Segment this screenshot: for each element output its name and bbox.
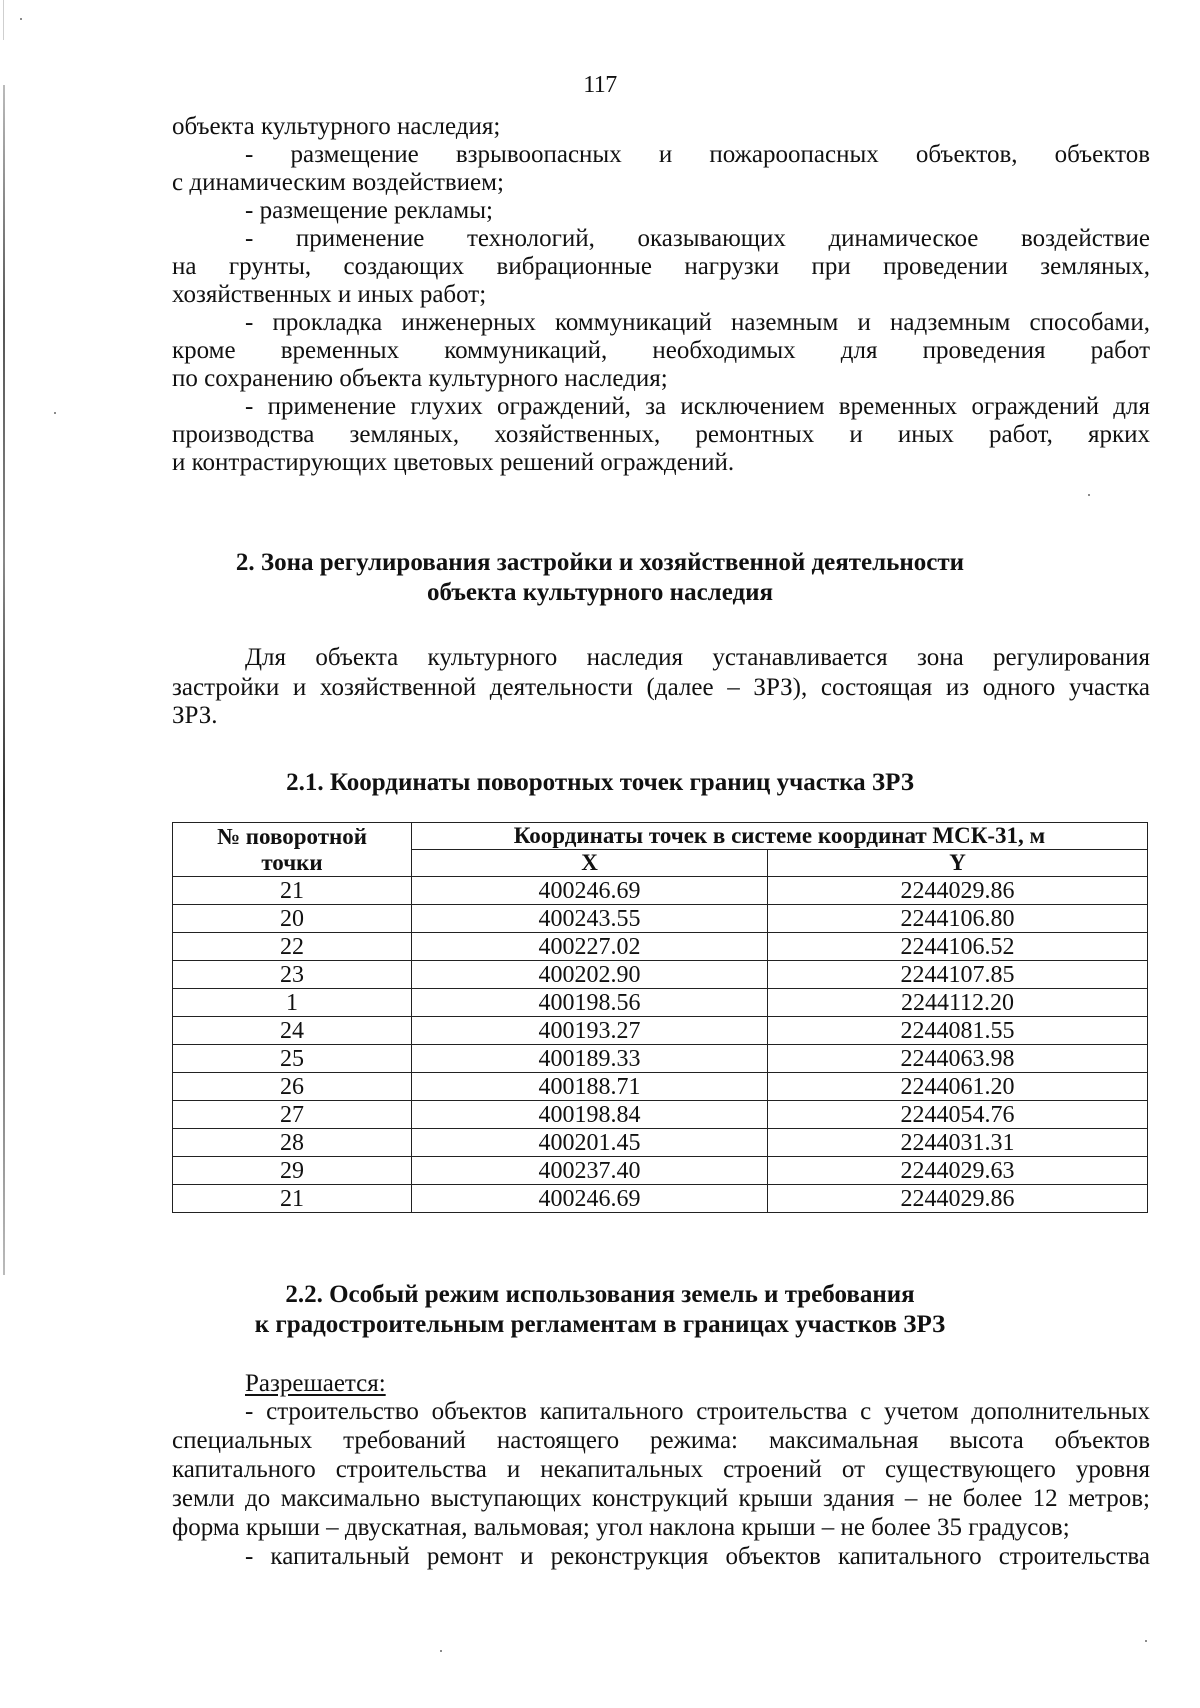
allowed-item-repair: - капитальный ремонт и реконструкция объектов капитального строительства: [245, 1543, 1150, 1570]
x-coordinate-cell: 400237.40: [412, 1157, 768, 1185]
scan-speck: [1088, 494, 1090, 496]
allowed-label-text: Разрешается:: [245, 1370, 386, 1397]
point-number-cell: 25: [173, 1045, 412, 1073]
table-row: [173, 989, 1148, 1017]
y-coordinate-cell: 2244081.55: [768, 1017, 1148, 1045]
text-line: ЗРЗ.: [172, 702, 218, 729]
y-coordinate-cell: 2244029.63: [768, 1157, 1148, 1185]
point-number-cell: 23: [173, 961, 412, 989]
text-line: на грунты, создающих вибрационные нагрузки при проведении земляных,: [172, 253, 1150, 280]
table-row: [173, 1157, 1148, 1185]
text-line: и контрастирующих цветовых решений ограждений.: [172, 449, 735, 476]
allowed-item-construction: - строительство объектов капитального строительства с учетом дополнительных: [245, 1398, 1150, 1425]
table-row: [173, 1045, 1148, 1073]
list-item-explosive: - размещение взрывоопасных и пожароопасных объектов, объектов: [245, 141, 1150, 168]
table-row: [173, 1185, 1148, 1213]
section-2-paragraph: Для объекта культурного наследия устанавливается зона регулирования: [245, 644, 1150, 671]
x-coordinate-cell: 400243.55: [412, 905, 768, 933]
y-coordinate-cell: 2244112.20: [768, 989, 1148, 1017]
x-coordinate-cell: 400198.56: [412, 989, 768, 1017]
text-line: объекта культурного наследия;: [172, 113, 501, 140]
x-coordinate-cell: 400189.33: [412, 1045, 768, 1073]
list-item-technologies: - применение технологий, оказывающих динамическое воздействие: [245, 225, 1150, 252]
x-coordinate-cell: 400202.90: [412, 961, 768, 989]
coordinates-header: Координаты точек в системе координат МСК-31, м: [412, 823, 1148, 850]
text-line: земли до максимально выступающих конструкций крыши здания – не более 12 метров;: [172, 1485, 1150, 1512]
point-number-cell: 26: [173, 1073, 412, 1101]
page-number: 117: [583, 72, 617, 98]
text-line: по сохранению объекта культурного наследия;: [172, 365, 668, 392]
point-number-cell: 28: [173, 1129, 412, 1157]
coordinates-table: [172, 822, 1148, 1213]
scan-speck: [1145, 1640, 1147, 1642]
text-line: специальных требований настоящего режима: максимальная высота объектов: [172, 1427, 1150, 1454]
x-coordinate-cell: 400227.02: [412, 933, 768, 961]
scan-speck: [20, 18, 22, 20]
text-line: форма крыши – двускатная, вальмовая; угол наклона крыши – не более 35 градусов;: [172, 1514, 1070, 1541]
y-coordinate-cell: 2244031.31: [768, 1129, 1148, 1157]
table-row: [173, 1101, 1148, 1129]
section-2-heading: 2. Зона регулирования застройки и хозяйственной деятельности: [235, 549, 965, 576]
scan-speck: [440, 1650, 442, 1652]
table-row: [173, 905, 1148, 933]
y-coordinate-cell: 2244106.52: [768, 933, 1148, 961]
table-row: [173, 1073, 1148, 1101]
scan-speck: [54, 412, 56, 414]
scan-edge-artifact: [3, 0, 4, 40]
point-number-cell: 22: [173, 933, 412, 961]
header-text: № поворотной: [216, 823, 368, 849]
point-number-cell: 29: [173, 1157, 412, 1185]
text-line: кроме временных коммуникаций, необходимых для проведения работ: [172, 337, 1150, 364]
x-header: X: [412, 850, 768, 877]
section-2-2-heading: 2.2. Особый режим использования земель и требования: [285, 1281, 915, 1308]
section-2-1-heading: 2.1. Координаты поворотных точек границ участка ЗРЗ: [286, 769, 914, 796]
list-item-advertising: - размещение рекламы;: [245, 197, 493, 224]
point-number-cell: 27: [173, 1101, 412, 1129]
point-number-cell: 21: [173, 1185, 412, 1213]
text-line: производства земляных, хозяйственных, ремонтных и иных работ, ярких: [172, 421, 1150, 448]
text-line: хозяйственных и иных работ;: [172, 281, 487, 308]
y-coordinate-cell: 2244054.76: [768, 1101, 1148, 1129]
table-row: [173, 1129, 1148, 1157]
x-coordinate-cell: 400246.69: [412, 877, 768, 905]
x-coordinate-cell: 400246.69: [412, 1185, 768, 1213]
x-coordinate-cell: 400188.71: [412, 1073, 768, 1101]
x-coordinate-cell: 400193.27: [412, 1017, 768, 1045]
point-number-cell: 24: [173, 1017, 412, 1045]
list-item-fences: - применение глухих ограждений, за исключением временных ограждений для: [245, 393, 1150, 420]
point-number-cell: 1: [173, 989, 412, 1017]
x-coordinate-cell: 400198.84: [412, 1101, 768, 1129]
y-coordinate-cell: 2244106.80: [768, 905, 1148, 933]
y-coordinate-cell: 2244029.86: [768, 877, 1148, 905]
y-coordinate-cell: 2244063.98: [768, 1045, 1148, 1073]
scan-edge-artifact: [3, 85, 5, 1275]
allowed-label: [245, 1369, 1150, 1399]
y-coordinate-cell: 2244029.86: [768, 1185, 1148, 1213]
section-2-heading-line2: объекта культурного наследия: [426, 579, 774, 606]
table-row: [173, 877, 1148, 905]
x-coordinate-cell: 400201.45: [412, 1129, 768, 1157]
y-coordinate-cell: 2244061.20: [768, 1073, 1148, 1101]
text-line: застройки и хозяйственной деятельности (далее – ЗРЗ), состоящая из одного участка: [172, 674, 1150, 701]
table-row: [173, 933, 1148, 961]
section-2-2-heading-line2: к градостроительным регламентам в границах участков ЗРЗ: [254, 1311, 946, 1338]
point-number-header: [173, 823, 412, 877]
table-row: [173, 961, 1148, 989]
text-line: капитального строительства и некапитальных строений от существующего уровня: [172, 1456, 1150, 1483]
text-line: с динамическим воздействием;: [172, 169, 504, 196]
y-header: Y: [768, 850, 1148, 877]
point-number-cell: 21: [173, 877, 412, 905]
point-number-cell: 20: [173, 905, 412, 933]
header-text: точки: [261, 849, 323, 875]
y-coordinate-cell: 2244107.85: [768, 961, 1148, 989]
table-row: [173, 1017, 1148, 1045]
list-item-communications: - прокладка инженерных коммуникаций наземным и надземным способами,: [245, 309, 1150, 336]
